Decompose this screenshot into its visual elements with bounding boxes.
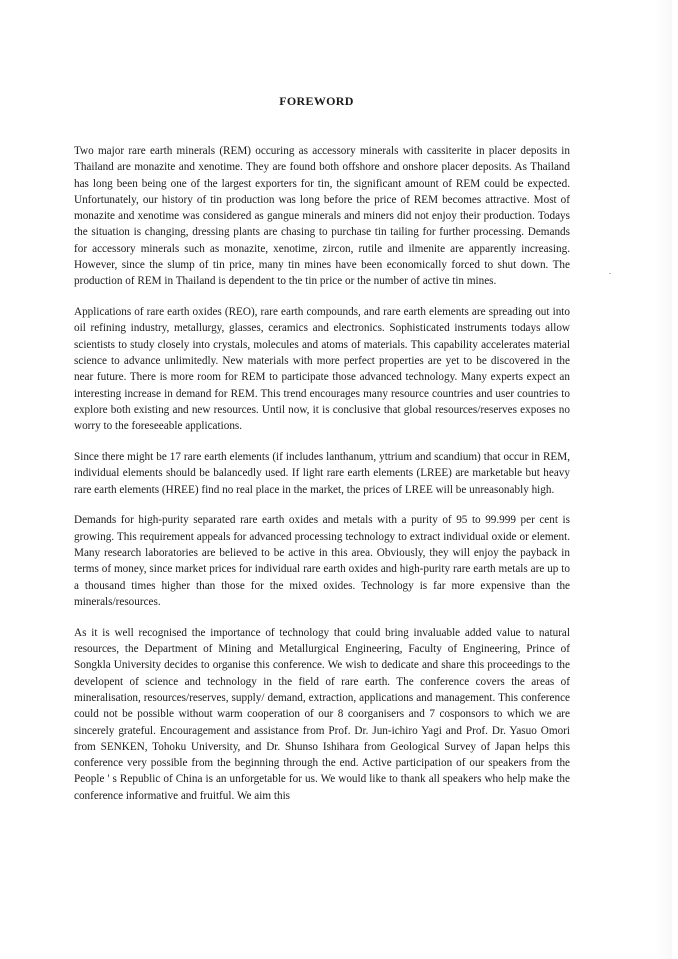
- paragraph-conference: As it is well recognised the importance of technology that could bring invaluable added value to natural resources, the Department of Mining and Metallurgical Engineering, Faculty of Engineering, Prince of Songkla University decides to organise this conference. We wish to dedicate and share this proceedings to the developent of science and technology in the field of rare earth. The conference covers the areas of mineralisation, resources/reserves, supply/ demand, extraction, applications and management. This conference could not be possible without warm cooperation of our 8 coorganisers and 7 cosponsors to which we are sincerely grateful. Encouragement and assistance from Prof. Dr. Jun-ichiro Yagi and Prof. Dr. Yasuo Omori from SENKEN, Tohoku University, and Dr. Shunso Ishihara from Geological Survey of Japan helps this conference very possible from the beginning through the end. Active participation of our speakers from the People ' s Republic of China is an unforgetable for us. We would like to thank all speakers who help make the conference informative and fruitful. We aim this: [74, 626, 570, 802]
- scan-edge-shadow: [654, 0, 672, 959]
- paragraph-high-purity: Demands for high-purity separated rare earth oxides and metals with a purity of 95 to 99.999 per cent is growing. This requirement appeals for advanced processing technology to extract individual oxide or element. Many research laboratories are believed to be active in this area. Obviously, they will enjoy the payback in terms of money, since market prices for individual rare earth oxides and high-purity rare earth metals are up to a thousand times higher than those for the mixed oxides. Technology is far more expensive than the minerals/resources.: [74, 514, 570, 608]
- paragraph-applications: Applications of rare earth oxides (REO), rare earth compounds, and rare earth elements are spreading out into oil refining industry, metallurgy, glasses, ceramics and electronics. Sophisticated instruments todays allow scientists to study closely into crystals, molecules and atoms of materials. This capability accelerates material science to advance unlimitedly. New materials with more perfect properties are yet to be discovered in the near future. There is more room for REM to participate those advanced technology. Many experts expect an interesting increase in demand for REM. This trend encourages many resource countries and user countries to explore both existing and new resources. Until now, it is conclusive that global resources/reserves exposes no worry to the foreseeable applications.: [74, 306, 570, 433]
- page-title: FOREWORD: [279, 94, 354, 108]
- paragraph-ree-balance: Since there might be 17 rare earth elements (if includes lanthanum, yttrium and scandium) that occur in REM, individual elements should be balancedly used. If light rare earth elements (LREE) are marketable but heavy rare earth elements (HREE) find no real place in the market, the prices of LREE will be unreasonably high.: [74, 451, 570, 496]
- scan-speck: [609, 273, 611, 274]
- foreword-body: [74, 143, 570, 804]
- paragraph-rem-thailand: Two major rare earth minerals (REM) occuring as accessory minerals with cassiterite in placer deposits in Thailand are monazite and xenotime. They are found both offshore and onshore placer deposits. As Thailand has long been being one of the largest exporters for tin, the significant amount of REM could be expected. Unfortunately, our history of tin production was long before the price of REM becomes attractive. Most of monazite and xenotime was considered as gangue minerals and miners did not enjoy their production. Todays the situation is changing, dressing plants are chasing to purchase tin tailing for further processing. Demands for accessory minerals such as monazite, xenotime, zircon, rutile and ilmenite are apparently increasing. However, since the slump of tin price, many tin mines have been economically forced to shut down. The production of REM in Thailand is dependent to the tin price or the number of active tin mines.: [74, 145, 570, 288]
